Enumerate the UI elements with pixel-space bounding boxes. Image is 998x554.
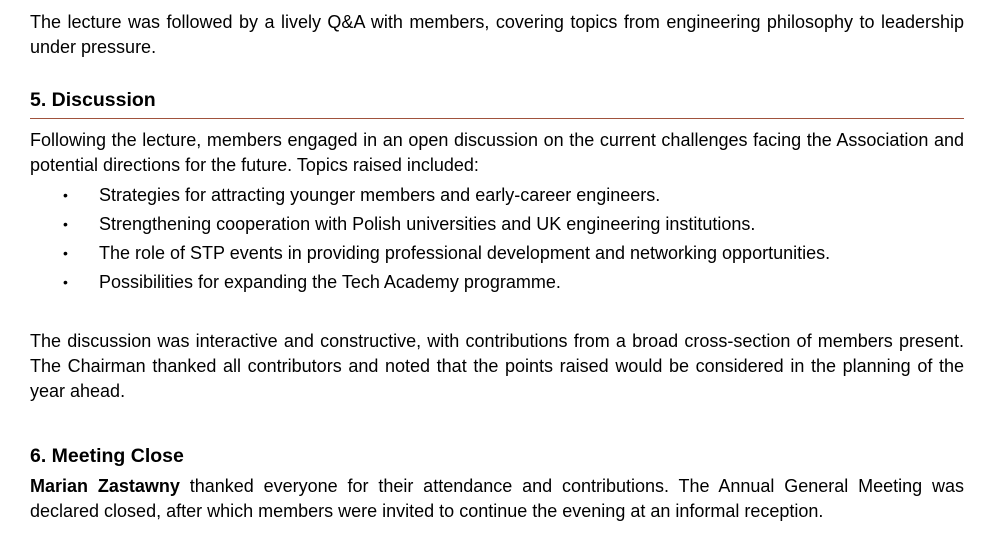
discussion-summary-paragraph: The discussion was interactive and constructive, with contributions from a broad cross-section of members present. The Chairman thanked all contributors and noted that the points raised would be considered in the planning of the year ahead. <box>30 331 964 401</box>
bullet-icon: • <box>63 187 68 203</box>
list-item-text: Strategies for attracting younger members and early-career engineers. <box>99 185 661 205</box>
section-5-heading: 5. Discussion <box>30 89 156 111</box>
chairman-name: Marian Zastawny <box>30 476 180 496</box>
discussion-lead-paragraph: Following the lecture, members engaged in an open discussion on the current challenges facing the Association and potential directions for the future. Topics raised included: <box>30 130 964 175</box>
meeting-close-paragraph <box>30 474 964 524</box>
list-item-text: Strengthening cooperation with Polish universities and UK engineering institutions. <box>99 214 756 234</box>
list-item-text: The role of STP events in providing professional development and networking opportunities. <box>99 243 831 263</box>
bullet-icon: • <box>63 216 68 232</box>
list-item <box>30 270 964 299</box>
section-divider <box>30 118 964 119</box>
list-item-text: Possibilities for expanding the Tech Academy programme. <box>99 272 561 292</box>
discussion-topics-list <box>30 183 964 299</box>
list-item <box>30 241 964 270</box>
list-item <box>30 183 964 212</box>
bullet-icon: • <box>63 245 68 261</box>
intro-paragraph: The lecture was followed by a lively Q&A with members, covering topics from engineering philosophy to leadership under pressure. <box>30 12 964 57</box>
meeting-close-text: thanked everyone for their attendance and contributions. The Annual General Meeting was declared closed, after which members were invited to continue the evening at an informal reception. <box>30 476 965 521</box>
section-6-heading: 6. Meeting Close <box>30 445 184 467</box>
bullet-icon: • <box>63 274 68 290</box>
list-item <box>30 212 964 241</box>
